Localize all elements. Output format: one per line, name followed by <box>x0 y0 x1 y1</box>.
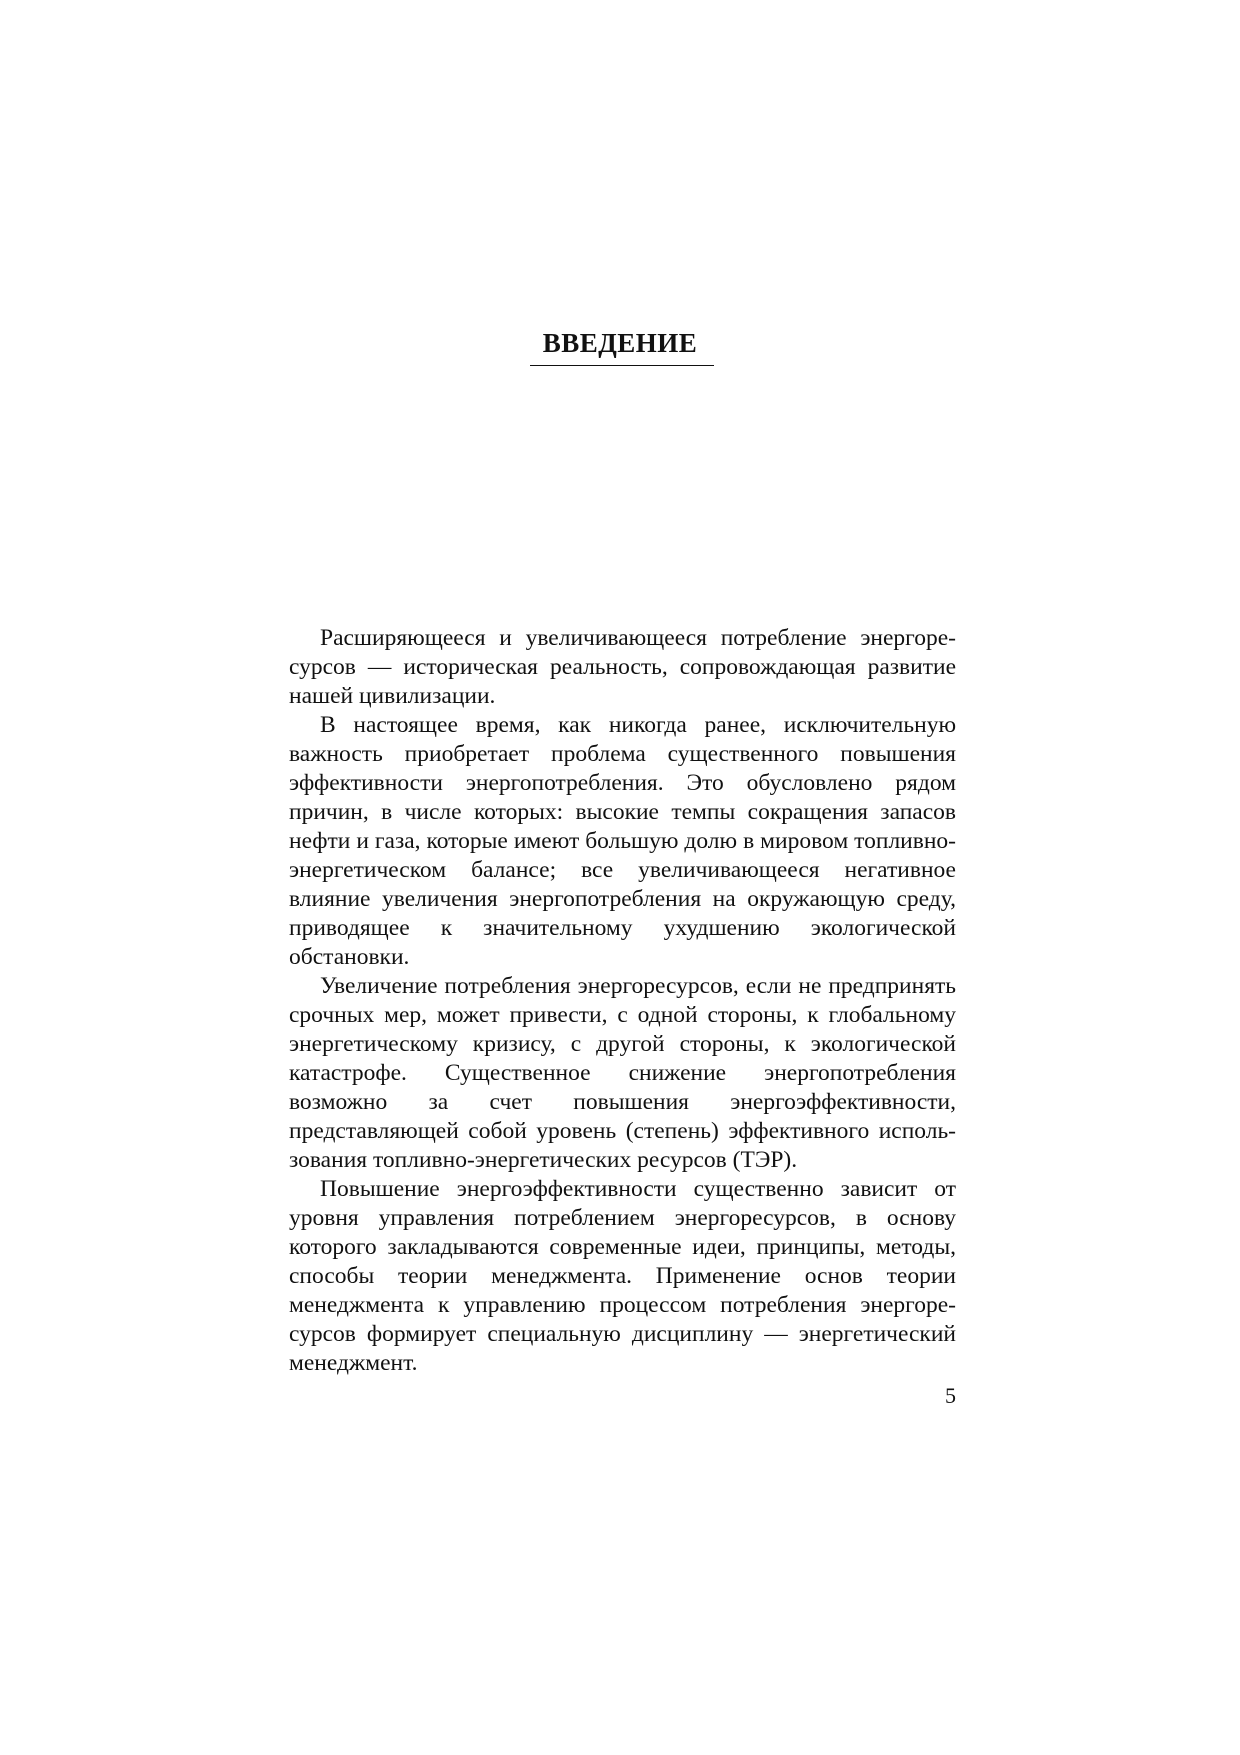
title-underline <box>530 365 714 366</box>
paragraph: Повышение энергоэффективности существенно зависит от уровня управления потреблением энергоресурсов, в основу которого закладываются современные идеи, принципы, методы, способы теории менеджмента. Применение основ теории менеджмента к управлению процессом потребления энергоресурсов формирует специальную дисциплину — энергетический менеджмент. <box>289 1176 956 1376</box>
paragraph: Расширяющееся и увеличивающееся потребление энергоресурсов — историческая реальность, сопровождающая развитие нашей цивилизации. <box>289 625 956 709</box>
paragraph: В настоящее время, как никогда ранее, исключительную важность приобретает проблема существенного повышения эффективности энергопотребления. Это обусловлено рядом причин, в числе которых: высокие темпы сокращения запасов нефти и газа, которые имеют большую долю в мировом топливно-энергетическом балансе; все увеличивающееся негативное влияние увеличения энергопотребления на окружающую среду, приводящее к значительному ухудшению экологической обстановки. <box>289 712 956 970</box>
body-text <box>289 624 956 1378</box>
paragraph: Увеличение потребления энергоресурсов, если не предпринять срочных мер, может привести, с одной стороны, к глобальному энергетическому кризису, с другой стороны, к экологической катастрофе. Существенное снижение энергопотребления возможно за счет повышения энергоэффективности, представляющей собой уровень (степень) эффективного использования топливно-энергетических ресурсов (ТЭР). <box>289 973 956 1173</box>
page-number: 5 <box>945 1383 956 1408</box>
chapter-title: ВВЕДЕНИЕ <box>542 328 698 358</box>
